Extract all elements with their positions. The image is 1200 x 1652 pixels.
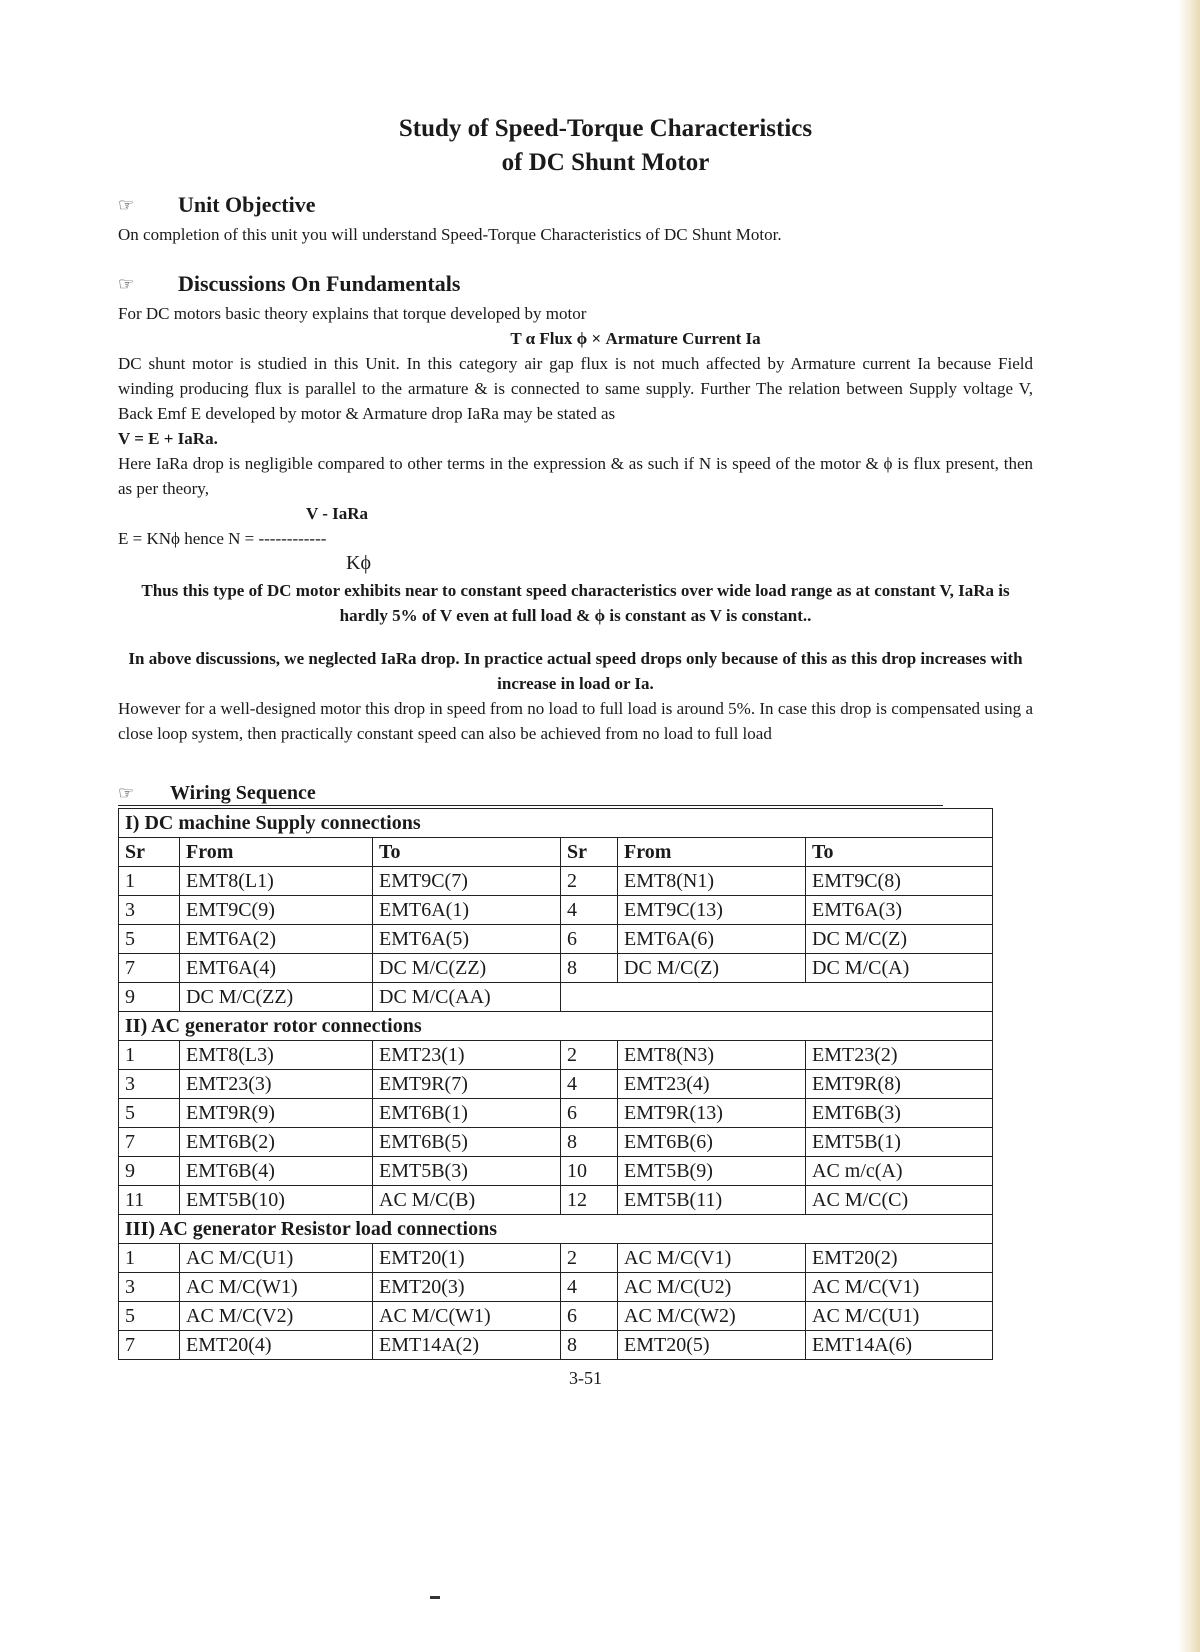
cell-sr: 4 xyxy=(561,1273,618,1302)
iara-drop-note: In above discussions, we neglected IaRa drop. In practice actual speed drops only because of this as this drop increases with increase in load or Ia. xyxy=(128,649,1023,693)
cell-to: AC M/C(V1) xyxy=(806,1273,993,1302)
page-title: Study of Speed-Torque Characteristics of DC Shunt Motor xyxy=(398,115,813,176)
table-row xyxy=(119,1244,993,1273)
pointing-hand-icon: ☞ xyxy=(118,194,135,215)
stray-mark xyxy=(430,1596,440,1599)
cell-sr: 2 xyxy=(561,1244,618,1273)
cell-to: EMT9C(8) xyxy=(806,867,993,896)
cell-from: EMT6A(6) xyxy=(618,925,806,954)
table-row xyxy=(119,1331,993,1360)
table-header-row xyxy=(119,838,993,867)
cell-sr: 11 xyxy=(119,1186,180,1215)
cell-from: EMT8(L1) xyxy=(180,867,373,896)
header-sr: Sr xyxy=(119,838,180,867)
wiring-table xyxy=(118,808,993,1360)
cell-sr: 9 xyxy=(119,983,180,1012)
cell-from: AC M/C(V1) xyxy=(618,1244,806,1273)
cell-sr: 1 xyxy=(119,1244,180,1273)
header-from: From xyxy=(180,838,373,867)
cell-from: EMT6A(2) xyxy=(180,925,373,954)
cell-to: EMT6A(1) xyxy=(373,896,561,925)
cell-to: AC M/C(B) xyxy=(373,1186,561,1215)
table-row xyxy=(119,896,993,925)
cell-from: AC M/C(V2) xyxy=(180,1302,373,1331)
cell-to: EMT6B(1) xyxy=(373,1099,561,1128)
cell-from: EMT9C(13) xyxy=(618,896,806,925)
cell-from: EMT20(5) xyxy=(618,1331,806,1360)
cell-to: EMT23(2) xyxy=(806,1041,993,1070)
header-to: To xyxy=(373,838,561,867)
group-title: III) AC generator Resistor load connections xyxy=(119,1215,993,1244)
speed-equation: E = KNϕ hence N = ------------ xyxy=(118,529,327,548)
speed-formula xyxy=(118,501,1033,576)
cell-sr: 5 xyxy=(119,925,180,954)
cell-to: EMT20(3) xyxy=(373,1273,561,1302)
cell-to: EMT6A(5) xyxy=(373,925,561,954)
cell-to: EMT20(1) xyxy=(373,1244,561,1273)
discussion-paragraph-1: DC shunt motor is studied in this Unit. In this category air gap flux is not much affected by Armature current Ia because Field winding producing flux is parallel to the armature & is connected to same supply. Further The relation between Supply voltage V, Back Emf E developed by motor & Armature drop IaRa may be stated as xyxy=(118,354,1033,423)
table-group-row xyxy=(119,1012,993,1041)
table-row xyxy=(119,867,993,896)
cell-sr: 8 xyxy=(561,954,618,983)
cell-to: EMT9C(7) xyxy=(373,867,561,896)
cell-from: AC M/C(U1) xyxy=(180,1244,373,1273)
cell-sr: 8 xyxy=(561,1331,618,1360)
cell-to: EMT14A(2) xyxy=(373,1331,561,1360)
voltage-formula: V = E + IaRa. xyxy=(118,429,218,448)
cell-from: EMT5B(10) xyxy=(180,1186,373,1215)
cell-from: AC M/C(W1) xyxy=(180,1273,373,1302)
discussion-intro: For DC motors basic theory explains that torque developed by motor xyxy=(118,304,587,323)
cell-to: EMT6A(3) xyxy=(806,896,993,925)
cell-sr: 2 xyxy=(561,867,618,896)
cell-from: EMT6A(4) xyxy=(180,954,373,983)
cell-from: DC M/C(ZZ) xyxy=(180,983,373,1012)
table-group-row xyxy=(119,809,993,838)
group-title: I) DC machine Supply connections xyxy=(119,809,993,838)
cell-sr: 4 xyxy=(561,1070,618,1099)
cell-from: AC M/C(W2) xyxy=(618,1302,806,1331)
cell-sr: 6 xyxy=(561,925,618,954)
cell-to: EMT14A(6) xyxy=(806,1331,993,1360)
cell-from: EMT9C(9) xyxy=(180,896,373,925)
cell-to: AC M/C(W1) xyxy=(373,1302,561,1331)
cell-sr: 6 xyxy=(561,1099,618,1128)
cell-sr: 6 xyxy=(561,1302,618,1331)
cell-from: EMT9R(13) xyxy=(618,1099,806,1128)
table-row xyxy=(119,1041,993,1070)
cell-to: AC M/C(C) xyxy=(806,1186,993,1215)
page-number: 3-51 xyxy=(569,1368,602,1388)
cell-from: EMT5B(9) xyxy=(618,1157,806,1186)
cell-from: EMT6B(6) xyxy=(618,1128,806,1157)
cell-to: AC M/C(U1) xyxy=(806,1302,993,1331)
constant-speed-note: Thus this type of DC motor exhibits near to constant speed characteristics over wide load range as at constant V, IaRa is hardly 5% of V even at full load & ϕ is constant as V is constant.. xyxy=(141,581,1010,625)
header-sr: Sr xyxy=(561,838,618,867)
cell-sr: 5 xyxy=(119,1099,180,1128)
discussion-paragraph-3: However for a well-designed motor this drop in speed from no load to full load is around 5%. In case this drop is compensated using a close loop system, then practically constant speed can also be achieved from no load to full load xyxy=(118,699,1033,743)
pointing-hand-icon: ☞ xyxy=(118,273,135,294)
cell-to: EMT20(2) xyxy=(806,1244,993,1273)
cell-from: EMT23(4) xyxy=(618,1070,806,1099)
cell-sr: 3 xyxy=(119,896,180,925)
cell-sr: 7 xyxy=(119,954,180,983)
cell-sr: 1 xyxy=(119,1041,180,1070)
cell-from: EMT8(N3) xyxy=(618,1041,806,1070)
cell-sr: 7 xyxy=(119,1331,180,1360)
objective-heading: ☞ Unit Objective xyxy=(118,192,316,217)
table-row xyxy=(119,1273,993,1302)
cell-to: DC M/C(A) xyxy=(806,954,993,983)
cell-to: EMT6B(5) xyxy=(373,1128,561,1157)
header-to: To xyxy=(806,838,993,867)
empty-cell xyxy=(561,983,993,1012)
discussion-paragraph-2: Here IaRa drop is negligible compared to other terms in the expression & as such if N is speed of the motor & ϕ is flux present, then as per theory, xyxy=(118,454,1033,498)
cell-to: EMT5B(3) xyxy=(373,1157,561,1186)
cell-from: EMT6B(2) xyxy=(180,1128,373,1157)
cell-sr: 4 xyxy=(561,896,618,925)
cell-sr: 1 xyxy=(119,867,180,896)
table-row xyxy=(119,1157,993,1186)
table-row xyxy=(119,1070,993,1099)
discussion-heading: ☞ Discussions On Fundamentals xyxy=(118,271,461,296)
fraction-numerator: V - IaRa xyxy=(306,504,369,523)
cell-from: EMT8(L3) xyxy=(180,1041,373,1070)
cell-to: EMT5B(1) xyxy=(806,1128,993,1157)
cell-from: EMT20(4) xyxy=(180,1331,373,1360)
cell-to: DC M/C(ZZ) xyxy=(373,954,561,983)
table-row xyxy=(119,925,993,954)
document-page xyxy=(118,112,1033,1389)
cell-to: EMT9R(8) xyxy=(806,1070,993,1099)
cell-sr: 5 xyxy=(119,1302,180,1331)
cell-to: AC m/c(A) xyxy=(806,1157,993,1186)
cell-from: AC M/C(U2) xyxy=(618,1273,806,1302)
wiring-heading: ☞ Wiring Sequence xyxy=(118,782,943,806)
cell-from: EMT9R(9) xyxy=(180,1099,373,1128)
cell-to: DC M/C(AA) xyxy=(373,983,561,1012)
table-row xyxy=(119,1099,993,1128)
cell-sr: 3 xyxy=(119,1273,180,1302)
torque-formula: T α Flux ϕ × Armature Current Ia xyxy=(510,329,761,348)
table-row xyxy=(119,1186,993,1215)
cell-to: EMT23(1) xyxy=(373,1041,561,1070)
table-row xyxy=(119,954,993,983)
cell-to: EMT9R(7) xyxy=(373,1070,561,1099)
fraction-denominator: Kϕ xyxy=(346,552,371,574)
cell-from: DC M/C(Z) xyxy=(618,954,806,983)
cell-sr: 3 xyxy=(119,1070,180,1099)
objective-text: On completion of this unit you will understand Speed-Torque Characteristics of DC Shunt Motor. xyxy=(118,225,782,244)
cell-sr: 8 xyxy=(561,1128,618,1157)
cell-sr: 2 xyxy=(561,1041,618,1070)
cell-to: DC M/C(Z) xyxy=(806,925,993,954)
cell-sr: 9 xyxy=(119,1157,180,1186)
table-row xyxy=(119,983,993,1012)
page-edge-shadow xyxy=(1178,0,1200,1652)
cell-from: EMT23(3) xyxy=(180,1070,373,1099)
cell-sr: 12 xyxy=(561,1186,618,1215)
header-from: From xyxy=(618,838,806,867)
pointing-hand-icon: ☞ xyxy=(118,783,135,803)
cell-from: EMT5B(11) xyxy=(618,1186,806,1215)
group-title: II) AC generator rotor connections xyxy=(119,1012,993,1041)
cell-from: EMT6B(4) xyxy=(180,1157,373,1186)
table-row xyxy=(119,1128,993,1157)
table-row xyxy=(119,1302,993,1331)
cell-sr: 7 xyxy=(119,1128,180,1157)
table-group-row xyxy=(119,1215,993,1244)
cell-from: EMT8(N1) xyxy=(618,867,806,896)
cell-sr: 10 xyxy=(561,1157,618,1186)
cell-to: EMT6B(3) xyxy=(806,1099,993,1128)
